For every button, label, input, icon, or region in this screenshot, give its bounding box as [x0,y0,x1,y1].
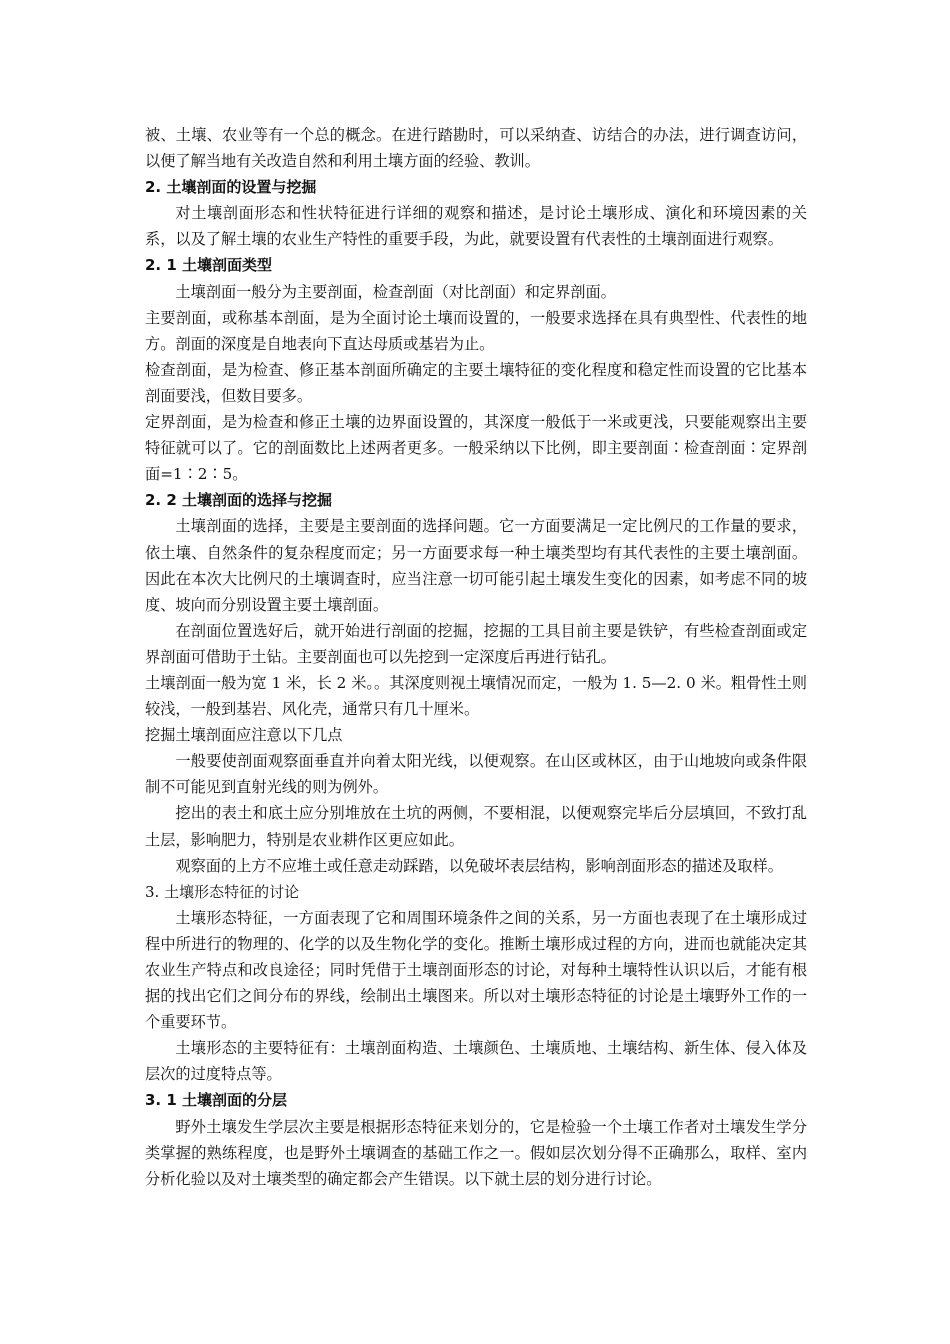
paragraph-3-1-1: 野外土壤发生学层次主要是根据形态特征来划分的，它是检验一个土壤工作者对土壤发生学分类掌握的熟练程度，也是野外土壤调查的基础工作之一。假如层次划分得不正确那么，取样、室内分析化验以及对土壤类型的确定都会产生错误。以下就土层的划分进行讨论。 [145,1117,807,1188]
paragraph-2-2-6: 挖出的表土和底土应分别堆放在土坑的两侧，不要相混，以便观察完毕后分层填回，不致打乱土层，影响肥力，特别是农业耕作区更应如此。 [145,804,807,849]
paragraph-3-2: 土壤形态的主要特征有：土壤剖面构造、土壤颜色、土壤质地、土壤结构、新生体、侵入体及层次的过度特点等。 [145,1039,807,1084]
paragraph-2-2-5: 一般要使剖面观察面垂直并向着太阳光线，以便观察。在山区或林区，由于山地坡向或条件限制不可能见到直射光线的则为例外。 [145,752,807,797]
section-heading-2: 2. 土壤剖面的设置与挖掘 [145,178,317,197]
paragraph-2-1: 对土壤剖面形态和性状特征进行详细的观察和描述，是讨论土壤形成、演化和环境因素的关系，以及了解土壤的农业生产特性的重要手段，为此，就要设置有代表性的土壤剖面进行观察。 [145,204,807,249]
paragraph-2-2-3: 土壤剖面一般为宽 1 米，长 2 米。。其深度则视土壤情况而定，一般为 1. 5—2. 0 米。粗骨性土则较浅，一般到基岩、风化壳，通常只有几十厘米。 [145,673,807,719]
paragraph-2-2-2: 在剖面位置选好后，就开始进行剖面的挖掘，挖掘的工具目前主要是铁铲，有些检查剖面或定界剖面可借助于土钻。主要剖面也可以先挖到一定深度后再进行钻孔。 [145,621,807,666]
paragraph-2-1-1: 土壤剖面一般分为主要剖面，检查剖面（对比剖面）和定界剖面。 [175,282,616,301]
paragraph-2-2-7: 观察面的上方不应堆土或任意走动踩踏，以免破坏表层结构，影响剖面形态的描述及取样。 [175,856,783,875]
document-page [145,122,807,1192]
section-heading-3: 3. 土壤形态特征的讨论 [145,882,300,901]
paragraph-intro: 被、土壤、农业等有一个总的概念。在进行踏勘时，可以采纳查、访结合的办法，进行调查访问，以便了解当地有关改造自然和利用土壤方面的经验、教训。 [145,126,807,171]
section-heading-2-2: 2. 2 土壤剖面的选择与挖掘 [145,491,333,510]
paragraph-2-1-4: 定界剖面，是为检查和修正土壤的边界面设置的，其深度一般低于一米或更浅，只要能观察出主要特征就可以了。它的剖面数比上述两者更多。一般采纳以下比例，即主要剖面∶检查剖面∶定界剖面=1∶2∶5。 [145,413,807,484]
paragraph-2-2-4: 挖掘土壤剖面应注意以下几点 [145,726,343,745]
paragraph-2-1-3: 检查剖面，是为检查、修正基本剖面所确定的主要土壤特征的变化程度和稳定性而设置的它比基本剖面要浅，但数目要多。 [145,360,807,405]
section-heading-2-1: 2. 1 土壤剖面类型 [145,256,273,275]
paragraph-3-1: 土壤形态特征，一方面表现了它和周围环境条件之间的关系，另一方面也表现了在土壤形成过程中所进行的物理的、化学的以及生物化学的变化。推断土壤形成过程的方向，进而也就能决定其农业生产特点和改良途径；同时凭借于土壤剖面形态的讨论，对每种土壤特性认识以后，才能有根据的找出它们之间分布的界线，绘制出土壤图来。所以对土壤形态特征的讨论是土壤野外工作的一个重要环节。 [145,908,807,1032]
paragraph-2-2-1: 土壤剖面的选择，主要是主要剖面的选择问题。它一方面要满足一定比例尺的工作量的要求，依土壤、自然条件的复杂程度而定；另一方面要求每一种土壤类型均有其代表性的主要土壤剖面。因此在本次大比例尺的土壤调查时，应当注意一切可能引起土壤发生变化的因素，如考虑不同的坡度、坡向而分别设置主要土壤剖面。 [145,517,807,614]
paragraph-2-1-2: 主要剖面，或称基本剖面，是为全面讨论土壤而设置的，一般要求选择在具有典型性、代表性的地方。剖面的深度是自地表向下直达母质或基岩为止。 [145,308,807,353]
section-heading-3-1: 3. 1 土壤剖面的分层 [145,1091,288,1110]
